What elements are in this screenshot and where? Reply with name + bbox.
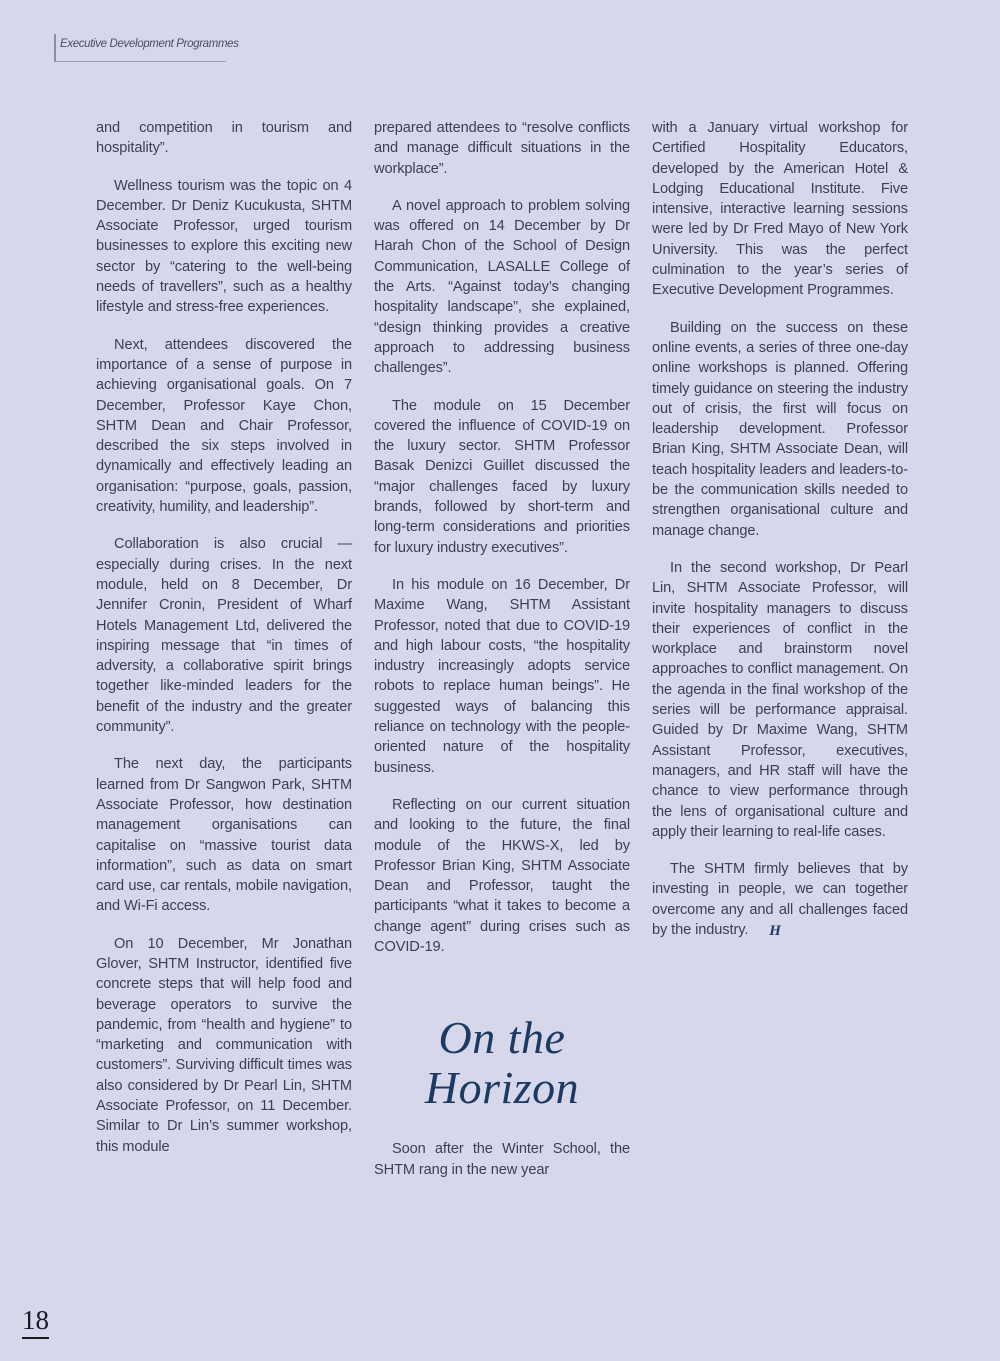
page-number: 18 xyxy=(22,1307,49,1339)
paragraph: prepared attendees to “resolve conflicts and manage difficult situations in the workplace”. xyxy=(374,120,630,177)
paragraph: In the second workshop, Dr Pearl Lin, SHTM Associate Professor, will invite hospitality managers to discuss their experiences of conflict in the workplace and brainstorm novel approaches to conflict management. On the agenda in the final workshop of the series will be performance appraisal. Guided by Dr Maxime Wang, SHTM Assistant Professor, executives, managers, and HR staff will have the chance to view performance through the lens of organisational culture and apply their learning to real-life cases. xyxy=(652,559,908,840)
paragraph: A novel approach to problem solving was offered on 14 December by Dr Harah Chon of the School of Design Communication, LASALLE College of the Arts. “Against today’s changing hospitality landscape”, she explained, “design thinking provides a creative approach to addressing business challenges”. xyxy=(374,197,630,377)
section-heading-line-1: On the xyxy=(438,1012,566,1064)
paragraph: Wellness tourism was the topic on 4 December. Dr Deniz Kucukusta, SHTM Associate Professor, urged tourism businesses to explore this exciting new sector by “catering to the well-being needs of travellers”, such as a healthy lifestyle and stress-free experiences. xyxy=(96,177,352,316)
paragraph: Soon after the Winter School, the SHTM rang in the new year xyxy=(374,1141,630,1178)
section-heading xyxy=(374,1013,630,1113)
paragraph: and competition in tourism and hospitality”. xyxy=(96,120,352,157)
article-end-mark-icon: H xyxy=(769,922,781,939)
paragraph-final xyxy=(652,859,908,940)
section-heading-line-2: Horizon xyxy=(424,1062,580,1114)
paragraph: with a January virtual workshop for Certified Hospitality Educators, developed by the American Hotel & Lodging Educational Institute. Five intensive, interactive learning sessions were led by Dr Fred Mayo of New York University. This was the perfect culmination to the year’s series of Executive Development Programmes. xyxy=(652,120,908,299)
text-column-2 xyxy=(374,118,630,1180)
paragraph: Collaboration is also crucial — especially during crises. In the next module, held on 8 December, Dr Jennifer Cronin, President of Wharf Hotels Management Ltd, delivered the inspiring message that “in times of adversity, a collaborative spirit brings together like-minded leaders for the benefit of the industry and the greater community”. xyxy=(96,536,352,736)
paragraph: The next day, the participants learned from Dr Sangwon Park, SHTM Associate Professor, how destination management organisations can capitalise on “massive tourist data information”, such as data on smart card use, car rentals, mobile navigation, and Wi-Fi access. xyxy=(96,756,352,915)
running-header-title: Executive Development Programmes xyxy=(60,38,239,50)
article-columns xyxy=(96,118,908,1180)
paragraph: Building on the success on these online events, a series of three one-day online workshops is planned. Offering timely guidance on steering the industry out of crisis, the first will focus on leadership development. Professor Brian King, SHTM Associate Dean, will teach hospitality leaders and leaders-to-be the communication skills needed to strengthen organisational culture and manage change. xyxy=(652,319,908,539)
text-column-3 xyxy=(652,118,908,1180)
paragraph: On 10 December, Mr Jonathan Glover, SHTM Instructor, identified five concrete steps that will help food and beverage operators to survive the pandemic, from “health and hygiene” to “marketing and communication with customers”. Surviving difficult times was also considered by Dr Pearl Lin, SHTM Associate Professor, on 11 December. Similar to Dr Lin’s summer workshop, this module xyxy=(96,935,352,1155)
text-column-1 xyxy=(96,118,352,1180)
paragraph: In his module on 16 December, Dr Maxime Wang, SHTM Assistant Professor, noted that due to COVID-19 and high labour costs, “the hospitality industry increasingly adopts service robots to replace human beings”. He suggested ways of balancing this reliance on technology with the people-oriented nature of the hospitality business. xyxy=(374,576,630,776)
paragraph: The module on 15 December covered the influence of COVID-19 on the luxury sector. SHTM Professor Basak Denizci Guillet discussed the “major challenges faced by luxury brands, followed by short-term and long-term considerations and priorities for luxury industry executives”. xyxy=(374,397,630,556)
paragraph-text: The SHTM firmly believes that by investing in people, we can together overcome any and all challenges faced by the industry. xyxy=(652,861,908,938)
paragraph: Next, attendees discovered the importance of a sense of purpose in achieving organisational goals. On 7 December, Professor Kaye Chon, SHTM Dean and Chair Professor, described the six steps involved in dynamically and effectively leading an organisation: “purpose, goals, passion, creativity, humility, and leadership”. xyxy=(96,336,352,516)
paragraph: Reflecting on our current situation and looking to the future, the final module of the HKWS-X, led by Professor Brian King, SHTM Associate Dean and Professor, taught the participants “what it takes to become a change agent” during crises such as COVID-19. xyxy=(374,796,630,955)
